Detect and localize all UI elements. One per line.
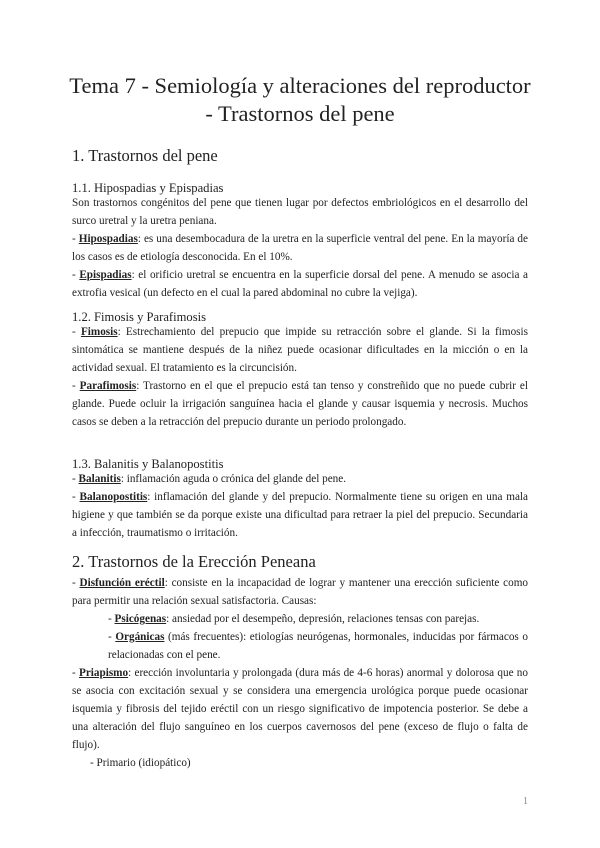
term-disfuncion-erectil: Disfunción eréctil — [79, 577, 165, 589]
priapismo-item — [72, 664, 528, 754]
term-balanopostitis: Balanopostitis — [79, 491, 148, 503]
disfuncion-erectil-item — [72, 574, 528, 610]
hipospadias-text: : es una desembocadura de la uretra en la superficie ventral del pene. En la mayoría de los casos es de etiología desconocida. En el 10%. — [72, 233, 528, 263]
bullet-dash: - — [72, 380, 80, 392]
balanopostitis-text: : inflamación del glande y del prepucio. Normalmente tiene su origen en una mala higiene y que también se da porque existe una dificultad para retraer la piel del prepucio. Secundaria a infección, traumatismo o irritación. — [72, 491, 528, 539]
bullet-dash: - — [72, 269, 80, 281]
balanopostitis-item — [72, 488, 528, 542]
bullet-dash: - — [72, 491, 80, 503]
balanitis-text: : inflamación aguda o crónica del glande del pene. — [120, 473, 347, 485]
term-fimosis: Fimosis — [80, 326, 118, 338]
term-parafimosis: Parafimosis — [79, 380, 137, 392]
bullet-dash: - — [72, 233, 79, 245]
term-psicogenas: Psicógenas — [114, 613, 167, 625]
section-2-heading: 2. Trastornos de la Erección Peneana — [72, 552, 316, 571]
cause-organicas-item — [108, 628, 528, 664]
parafimosis-text: : Trastorno en el que el prepucio está tan tenso y constreñido que no puede cubrir el glande. Puede ocluir la irrigación sanguínea hacia el glande y causar isquemia y necrosis. Muchos casos se deben a la retracción del prepucio durante un periodo prolongado. — [72, 380, 528, 428]
primario-item: - Primario (idiopático) — [90, 757, 191, 769]
epispadias-item — [72, 266, 528, 302]
hipospadias-item — [72, 230, 528, 266]
fimosis-text: : Estrechamiento del prepucio que impide su retracción sobre el glande. Si la fimosis sintomática se mantiene después de la niñez puede ocasionar dificultades en la micción o en la actividad sexual. El tratamiento es la circuncisión. — [72, 326, 528, 374]
subsection-1-3-heading: 1.3. Balanitis y Balanopostitis — [72, 457, 224, 471]
term-hipospadias: Hipospadias — [78, 233, 138, 245]
bullet-dash: - — [72, 667, 79, 679]
parafimosis-item — [72, 377, 528, 431]
organicas-text: (más frecuentes): etiologías neurógenas, hormonales, inducidas por fármacos o relacionadas con el pene. — [108, 631, 528, 661]
epispadias-text: : el orificio uretral se encuentra en la superficie dorsal del pene. A menudo se asocia a extrofia vesical (un defecto en el cual la pared abdominal no cubre la vejiga). — [72, 269, 528, 299]
title-line-2: - Trastornos del pene — [205, 101, 395, 126]
priapismo-text: : erección involuntaria y prolongada (dura más de 4-6 horas) anormal y dolorosa que no se asocia con excitación sexual y se considera una emergencia urológica porque puede ocasionar isquemia y fibrosis del tejido eréctil con un riesgo significativo de impotencia posterior. Se debe a una alteración del flujo sanguíneo en los cuerpos cavernosos del pene (exceso de flujo o falta de flujo). — [72, 667, 528, 751]
subsection-1-1-intro: Son trastornos congénitos del pene que tienen lugar por defectos embriológicos en el desarrollo del surco uretral y la uretra peniana. — [72, 197, 528, 227]
bullet-dash: - — [72, 473, 79, 485]
fimosis-item — [72, 323, 528, 377]
bullet-dash: - — [108, 613, 115, 625]
term-epispadias: Epispadias — [79, 269, 132, 281]
title-line-1: Tema 7 - Semiología y alteraciones del reproductor — [69, 73, 531, 98]
balanitis-item — [72, 470, 528, 488]
cause-psicogenas-item — [108, 610, 528, 628]
term-organicas: Orgánicas — [115, 631, 165, 643]
term-balanitis: Balanitis — [78, 473, 121, 485]
psicogenas-text: : ansiedad por el desempeño, depresión, relaciones tensas con parejas. — [166, 613, 480, 625]
bullet-dash: - — [108, 631, 116, 643]
bullet-dash: - — [72, 326, 81, 338]
section-1-heading: 1. Trastornos del pene — [72, 146, 218, 165]
disfuncion-erectil-text: : consiste en la incapacidad de lograr y mantener una erección suficiente como para permitir una relación sexual satisfactoria. Causas: — [72, 577, 528, 607]
subsection-1-1-heading: 1.1. Hipospadias y Epispadias — [72, 181, 224, 195]
subsection-1-2-heading: 1.2. Fimosis y Parafimosis — [72, 310, 206, 324]
term-priapismo: Priapismo — [79, 667, 129, 679]
document-title — [40, 72, 560, 128]
page-number: 1 — [523, 796, 528, 807]
bullet-dash: - — [72, 577, 80, 589]
